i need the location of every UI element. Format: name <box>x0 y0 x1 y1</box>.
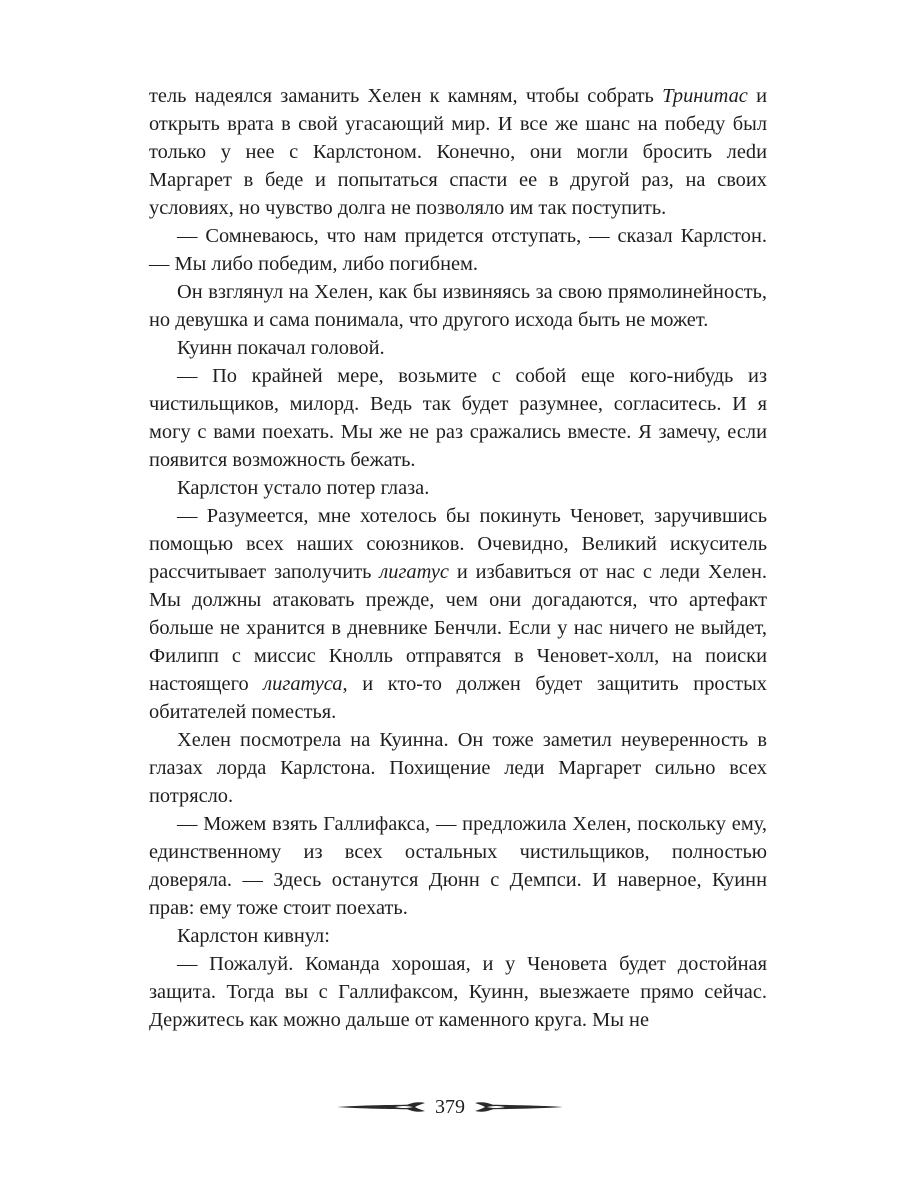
italic-term: лигатуса <box>263 673 343 695</box>
text-run: — По крайней мере, возьмите с собой еще кого-нибудь из чистильщиков, милорд. Ведь так будет разумнее, согласитесь. И я могу с вами поехать. Мы же не раз сражались вместе. Я замечу, если появится возможность бежать. <box>149 365 767 471</box>
text-run: — Разумеется, мне хотелось бы покинуть Ченовет, заручившись помощью всех наших союзников. Очевидно, Великий искуситель рассчитывает заполучить <box>149 505 767 583</box>
left-flourish-icon <box>335 1100 427 1114</box>
paragraph <box>149 922 767 950</box>
paragraph <box>149 362 767 474</box>
paragraph <box>149 950 767 1034</box>
text-run: тель надеялся заманить Хелен к камням, чтобы собрать <box>149 85 663 107</box>
page-footer <box>0 1092 900 1122</box>
text-run: — Пожалуй. Команда хорошая, и у Ченовета будет достойная защита. Тогда вы с Галлифаксом, Куинн, выезжаете прямо сейчас. Держитесь как можно дальше от каменного круга. Мы не <box>149 953 767 1031</box>
paragraph <box>149 726 767 810</box>
paragraph <box>149 474 767 502</box>
italic-term: лигатус <box>379 561 449 583</box>
paragraph <box>149 82 767 222</box>
page-body <box>149 82 767 1034</box>
text-run: , и кто-то должен будет защитить простых обитателей поместья. <box>149 673 767 723</box>
text-run: Хелен посмотрела на Куинна. Он тоже заметил неуверенность в глазах лорда Карлстона. Похищение леди Маргарет сильно всех потрясло. <box>149 729 767 807</box>
paragraph <box>149 222 767 278</box>
paragraph <box>149 334 767 362</box>
text-run: — Сомневаюсь, что нам придется отступать, — сказал Карлстон. — Мы либо победим, либо погибнем. <box>149 225 767 275</box>
text-run: и избавиться от нас с леди Хелен. Мы должны атаковать прежде, чем они догадаются, что артефакт больше не хранится в дневнике Бенчли. Если у нас ничего не выйдет, Филипп с миссис Кнолль отправятся в Ченовет-холл, на поиски настоящего <box>149 561 767 695</box>
right-flourish-icon <box>473 1100 565 1114</box>
text-run: Карлстон кивнул: <box>177 925 330 947</box>
text-run: и открыть врата в свой угасающий мир. И все же шанс на победу был только у нее с Карлстоном. Конечно, они могли бросить леdи Маргарет в беде и попытаться спасти ее в другой раз, на своих условиях, но чувство долга не позволяло им так поступить. <box>149 85 767 219</box>
text-run: Куинн покачал головой. <box>177 337 385 359</box>
italic-term: Тринитас <box>662 85 748 107</box>
text-run: — Можем взять Галлифакса, — предложила Хелен, поскольку ему, единственному из всех остальных чистильщиков, полностью доверяла. — Здесь останутся Дюнн с Демпси. И наверное, Куинн прав: ему тоже стоит поехать. <box>149 813 767 919</box>
paragraph <box>149 810 767 922</box>
paragraph <box>149 278 767 334</box>
text-run: Он взглянул на Хелен, как бы извиняясь за свою прямолинейность, но девушка и сама понимала, что другого исхода быть не может. <box>149 281 767 331</box>
text-run: Карлстон устало потер глаза. <box>177 477 430 499</box>
page-number: 379 <box>435 1096 465 1118</box>
paragraph <box>149 502 767 726</box>
